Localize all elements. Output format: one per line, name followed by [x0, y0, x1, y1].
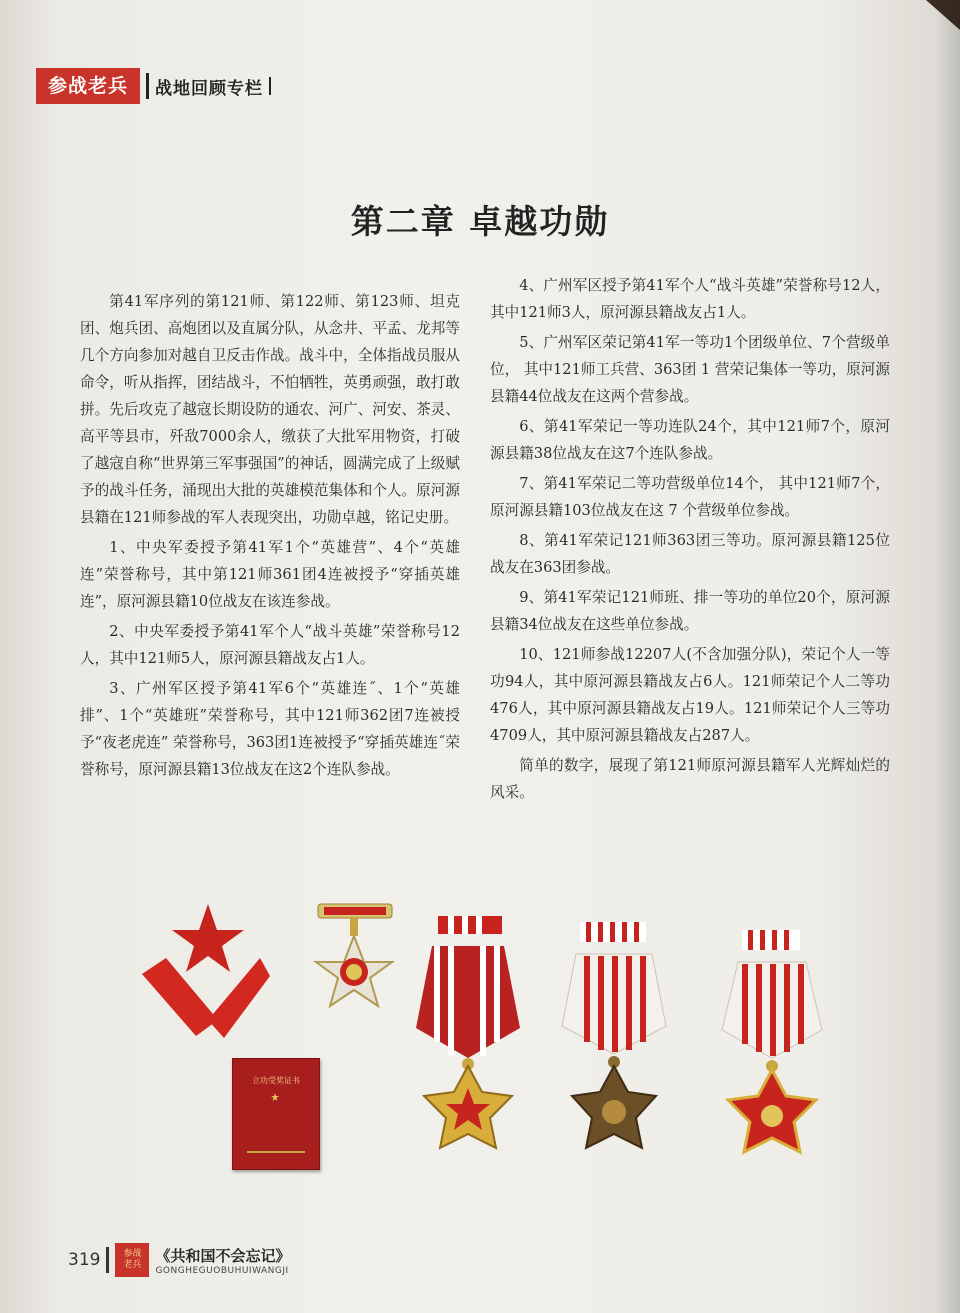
- chapter-title: 第二章 卓越功勋: [350, 202, 610, 241]
- paragraph: 简单的数字，展现了第121师原河源县籍军人光辉灿烂的风采。: [490, 757, 890, 801]
- header-divider-end: [269, 77, 271, 95]
- paragraph: 4、广州军区授予第41军个人“战斗英雄”荣誉称号12人，其中121师3人，原河源县籍战友占1人。: [490, 277, 890, 321]
- paragraph: 1、中央军委授予第41军1个“英雄营”、4个“英雄连”荣誉称号，其中第121师361团4连被授予“穿插英雄连”，原河源县籍10位战友在该连参战。: [80, 539, 460, 610]
- footer-book-title: 《共和国不会忘记》: [155, 1246, 291, 1265]
- paragraph: 6、第41军荣记一等功连队24个，其中121师7个，原河源县籍38位战友在这7个连队参战。: [490, 418, 890, 462]
- red-star-merit-medal: [718, 930, 826, 1160]
- merit-certificate-book: [232, 1058, 320, 1170]
- footer-logo-line2: 老兵: [123, 1260, 142, 1270]
- collar-tab-left: [142, 958, 218, 1036]
- paragraph: 3、广州军区授予第41军6个“英雄连˝、1个“英雄排”、1个“英雄班”荣誉称号，其中121师362团7连被授予“夜老虎连” 荣誉称号，363团1连被授予“穿插英雄连˝荣誉称号，原河源县籍13位战友在这2个连队参战。: [80, 680, 460, 778]
- footer-book: [155, 1245, 290, 1276]
- paragraph: 2、中央军委授予第41军个人“战斗英雄”荣誉称号12人，其中121师5人，原河源县籍战友占1人。: [80, 623, 460, 667]
- footer-logo: [115, 1243, 149, 1277]
- paragraph: 8、第41军荣记121师363团三等功。原河源县籍125位战友在363团参战。: [490, 532, 890, 576]
- certificate-title: 立功受奖证书: [252, 1076, 300, 1085]
- footer-logo-line1: 参战: [123, 1249, 142, 1259]
- page-number: 319: [68, 1250, 101, 1270]
- red-star-icon: [172, 904, 244, 972]
- footer-divider: [106, 1247, 109, 1273]
- paragraph: 7、第41军荣记二等功营级单位14个， 其中121师7个，原河源县籍103位战友在这 7 个营级单位参战。: [490, 475, 890, 519]
- bronze-merit-medal: [558, 922, 670, 1162]
- hero-medal: [308, 902, 400, 1032]
- header-divider: [146, 73, 149, 99]
- collar-tab-right: [208, 958, 270, 1038]
- paragraph: 5、广州军区荣记第41军一等功1个团级单位、7个营级单位， 其中121师工兵营、363团 1 营荣记集体一等功，原河源县籍44位战友在这两个营参战。: [490, 334, 890, 405]
- page-footer: [68, 1240, 290, 1280]
- paragraph: 10、121师参战12207人(不含加强分队)，荣记个人一等功94人，其中原河源县籍战友占6人。121师荣记个人二等功476人，其中原河源县籍战友占19人。121师荣记个人三等功4709人，其中原河源县籍战友占287人。: [490, 646, 890, 744]
- paragraph: 第41军序列的第121师、第122师、第123师、坦克团、炮兵团、高炮团以及直属分队，从念井、平孟、龙邦等几个方向参加对越自卫反击作战。战斗中，全体指战员服从命令，听从指挥，团结战斗，不怕牺牲，英勇顽强，敢打敢拼。先后攻克了越寇长期设防的通农、河广、河安、茶灵、高平等县市，歼敌7000余人，缴获了大批军用物资，打破了越寇自称“世界第三军事强国”的神话，圆满完成了上级赋予的战斗任务，涌现出大批的英雄模范集体和个人。原河源县籍在121师参战的军人表现突出，功勋卓越，铭记史册。: [80, 293, 460, 526]
- left-column: [80, 288, 460, 786]
- footer-book-pinyin: GONGHEGUOBUHUIWANGJI: [155, 1265, 289, 1276]
- paragraph: 9、第41军荣记121师班、排一等功的单位20个，原河源县籍34位战友在这些单位参战。: [490, 589, 890, 633]
- header-badge: 参战老兵: [36, 68, 140, 104]
- gold-merit-medal: [412, 916, 524, 1168]
- book-footer-line: [247, 1151, 305, 1153]
- medals-photo: [0, 890, 960, 1190]
- right-column: [490, 272, 890, 809]
- gold-star-icon: [271, 1093, 279, 1101]
- section-header: [36, 66, 277, 106]
- header-column-name: 战地回顾专栏: [155, 78, 264, 99]
- star-collar-insignia: [140, 902, 280, 1052]
